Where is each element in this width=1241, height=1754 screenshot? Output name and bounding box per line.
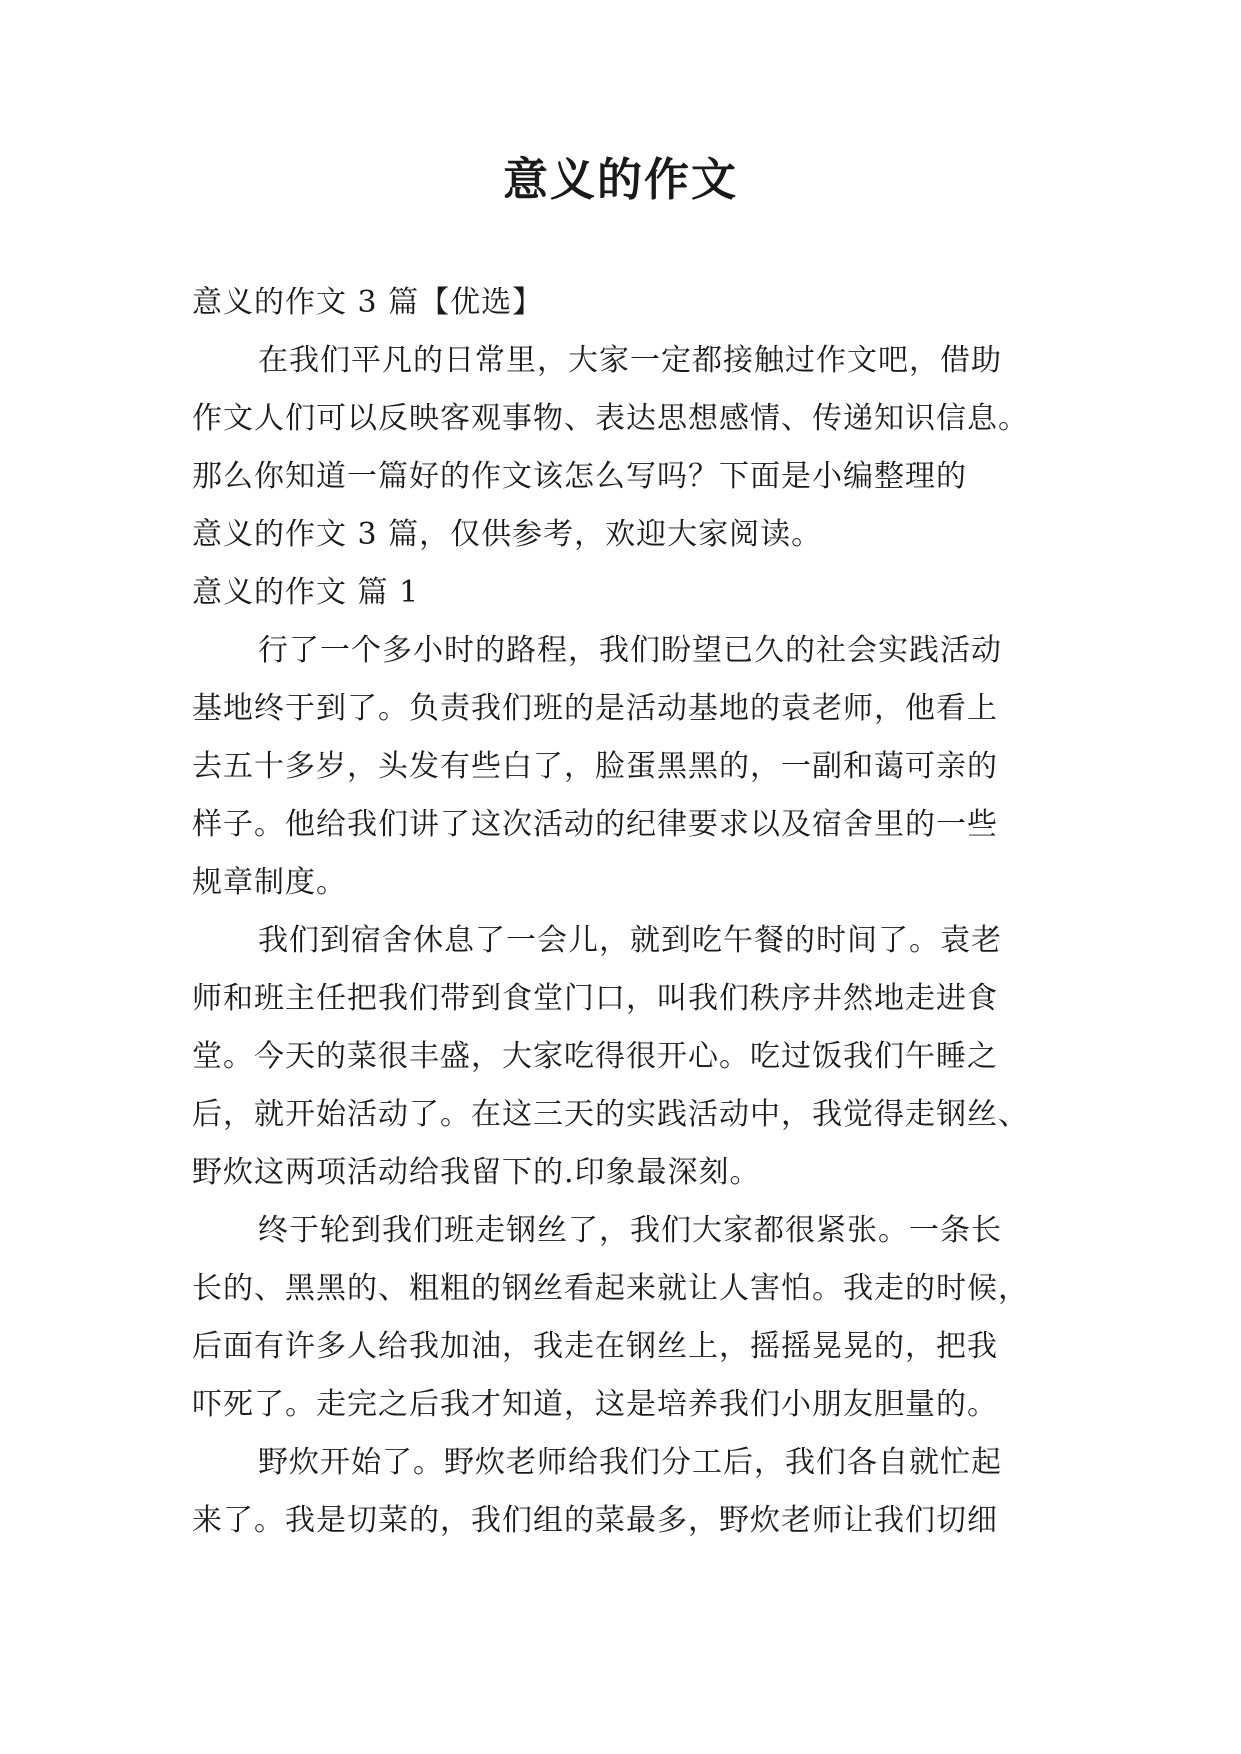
section-heading: 意义的作文 3 篇【优选】 [192, 285, 544, 320]
text-line: 规章制度。 [192, 865, 347, 900]
section-heading: 意义的作文 篇 1 [192, 575, 420, 610]
text-line: 野炊这两项活动给我留下的.印象最深刻。 [192, 1155, 761, 1190]
text-line: 作文人们可以反映客观事物、表达思想感情、传递知识信息。 [192, 401, 1029, 436]
text-line: 吓死了。走完之后我才知道，这是培养我们小朋友胆量的。 [192, 1387, 998, 1422]
text-line: 师和班主任把我们带到食堂门口，叫我们秩序井然地走进食 [192, 981, 998, 1016]
text-line: 来了。我是切菜的，我们组的菜最多，野炊老师让我们切细 [192, 1503, 998, 1538]
text-line: 我们到宿舍休息了一会儿，就到吃午餐的时间了。袁老 [258, 923, 1002, 958]
document-title: 意义的作文 [502, 153, 738, 206]
text-line: 堂。今天的菜很丰盛，大家吃得很开心。吃过饭我们午睡之 [192, 1039, 998, 1074]
document-body [192, 285, 1062, 1561]
text-line: 去五十多岁，头发有些白了，脸蛋黑黑的，一副和蔼可亲的 [192, 749, 998, 784]
text-line: 后面有许多人给我加油，我走在钢丝上，摇摇晃晃的，把我 [192, 1329, 998, 1364]
text-line: 基地终于到了。负责我们班的是活动基地的袁老师，他看上 [192, 691, 998, 726]
text-line: 终于轮到我们班走钢丝了，我们大家都很紧张。一条长 [258, 1213, 1002, 1248]
text-line: 那么你知道一篇好的作文该怎么写吗？下面是小编整理的 [192, 459, 967, 494]
text-line: 意义的作文 3 篇，仅供参考，欢迎大家阅读。 [192, 517, 823, 552]
text-line: 长的、黑黑的、粗粗的钢丝看起来就让人害怕。我走的时候， [192, 1271, 1029, 1306]
text-line: 行了一个多小时的路程，我们盼望已久的社会实践活动 [258, 633, 1002, 668]
text-line: 后，就开始活动了。在这三天的实践活动中，我觉得走钢丝、 [192, 1097, 1029, 1132]
text-line: 样子。他给我们讲了这次活动的纪律要求以及宿舍里的一些 [192, 807, 998, 842]
text-line: 在我们平凡的日常里，大家一定都接触过作文吧，借助 [258, 343, 1002, 378]
text-line: 野炊开始了。野炊老师给我们分工后，我们各自就忙起 [258, 1445, 1002, 1480]
